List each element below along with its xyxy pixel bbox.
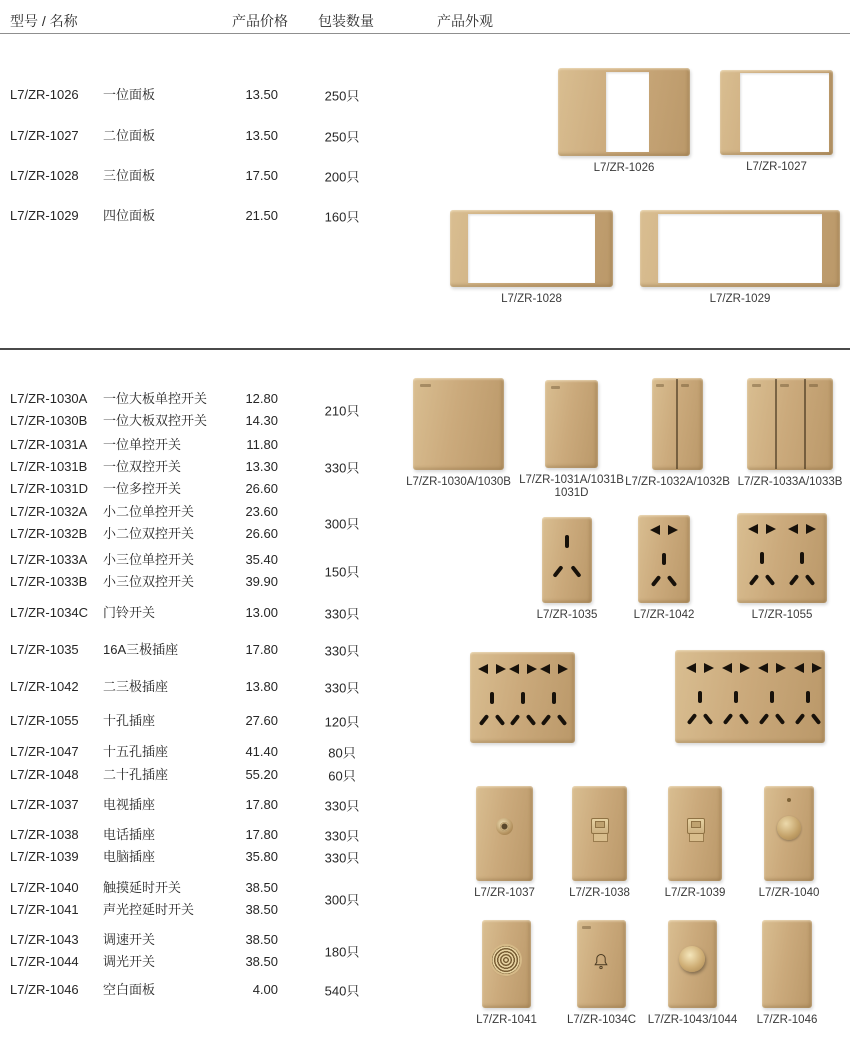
model-cell: L7/ZR-1042 [10, 679, 79, 694]
table-group [0, 549, 850, 593]
figure-caption: L7/ZR-1035 [536, 609, 598, 621]
price-cell: 23.60 [245, 504, 278, 519]
brand-mark [551, 386, 560, 389]
qty-cell: 330只 [324, 798, 360, 814]
table-row [0, 549, 850, 571]
pin-hole-icon [722, 663, 732, 673]
name-cell: 16A三极插座 [103, 642, 179, 657]
table-group [0, 846, 850, 868]
table-row [0, 166, 850, 186]
figure-caption: L7/ZR-1027 [746, 161, 807, 173]
panel-window [468, 214, 595, 283]
indicator-led-icon [787, 798, 791, 802]
panel-window [658, 214, 822, 283]
name-cell: 二十孔插座 [103, 767, 169, 782]
socket-5hole [508, 662, 538, 734]
pin-hole-icon [788, 524, 798, 534]
name-cell: 十孔插座 [103, 713, 156, 728]
figure-switch-1033 [737, 378, 843, 488]
table-group [0, 929, 850, 973]
earth-slot-icon [552, 692, 556, 704]
qty-cell: 300只 [324, 892, 360, 908]
name-cell: 调光开关 [103, 954, 156, 969]
live-slot-icon [651, 575, 662, 587]
figure-caption-line2: 1031D [554, 487, 589, 499]
header-divider [0, 33, 850, 34]
name-cell: 声光控延时开关 [103, 902, 195, 917]
table-row [0, 794, 850, 816]
name-cell: 电脑插座 [103, 849, 156, 864]
price-cell: 4.00 [252, 982, 278, 997]
socket-3pin [552, 533, 582, 585]
qty-cell: 150只 [324, 564, 360, 580]
touch-button-icon [777, 816, 801, 840]
table-row [0, 501, 850, 523]
price-cell: 38.50 [245, 880, 278, 895]
pin-hole-icon [478, 664, 488, 674]
figure-caption: L7/ZR-1028 [501, 293, 562, 305]
price-cell: 38.50 [245, 902, 278, 917]
table-group [0, 166, 850, 186]
model-cell: L7/ZR-1027 [10, 128, 79, 143]
neutral-slot-icon [765, 574, 776, 586]
earth-slot-icon [490, 692, 494, 704]
model-cell: L7/ZR-1037 [10, 797, 79, 812]
model-cell: L7/ZR-1031D [10, 481, 89, 496]
bell-icon [591, 952, 611, 977]
figure-caption: L7/ZR-1029 [709, 293, 771, 305]
figure-caption: L7/ZR-1034C [566, 1014, 637, 1026]
pin-hole-icon [668, 525, 678, 535]
neutral-slot-icon [811, 713, 822, 725]
neutral-slot-icon [557, 714, 568, 726]
model-cell: L7/ZR-1033A [10, 552, 88, 567]
price-cell: 17.80 [245, 827, 278, 842]
qty-cell: 250只 [324, 129, 360, 145]
figure-switch-1031 [519, 380, 624, 499]
figure-blank-panel-1046 [756, 920, 818, 1026]
pin-hole-icon [558, 664, 568, 674]
name-cell: 调速开关 [103, 932, 156, 947]
name-cell: 电视插座 [103, 797, 156, 812]
live-slot-icon [795, 713, 806, 725]
jack-flap-icon [689, 834, 704, 842]
qty-cell: 160只 [324, 209, 360, 225]
socket-5hole [721, 661, 751, 733]
figure-caption: L7/ZR-1040 [758, 887, 820, 899]
socket-5hole [649, 523, 679, 595]
figure-caption: L7/ZR-1037 [474, 887, 535, 899]
earth-slot-icon [521, 692, 525, 704]
socket-5hole [685, 661, 715, 733]
table-row [0, 824, 850, 846]
table-row [0, 602, 850, 624]
table-row [0, 846, 850, 868]
model-cell: L7/ZR-1048 [10, 767, 79, 782]
neutral-slot-icon [805, 574, 816, 586]
price-cell: 11.80 [246, 437, 278, 452]
earth-slot-icon [760, 552, 764, 564]
brand-mark [420, 384, 431, 387]
figure-panel-1028 [450, 210, 613, 305]
table-row [0, 979, 850, 1001]
live-slot-icon [789, 574, 800, 586]
pin-hole-icon [540, 664, 550, 674]
name-cell: 空白面板 [103, 982, 156, 997]
qty-cell: 330只 [324, 850, 360, 866]
name-cell: 四位面板 [103, 208, 156, 223]
price-cell: 35.40 [245, 552, 278, 567]
price-cell: 27.60 [245, 713, 278, 728]
price-cell: 21.50 [245, 208, 278, 223]
pin-hole-icon [758, 663, 768, 673]
neutral-slot-icon [775, 713, 786, 725]
pin-hole-icon [794, 663, 804, 673]
price-cell: 13.00 [245, 605, 278, 620]
name-cell: 十五孔插座 [103, 744, 169, 759]
figure-dimmer-switch-1043 [647, 920, 738, 1026]
table-group [0, 824, 850, 846]
pin-hole-icon [496, 664, 506, 674]
qty-cell: 60只 [328, 768, 356, 784]
live-slot-icon [749, 574, 760, 586]
brand-mark [582, 926, 591, 929]
model-cell: L7/ZR-1029 [10, 208, 79, 223]
pin-hole-icon [527, 664, 537, 674]
socket-5hole [539, 662, 569, 734]
socket-5hole [787, 522, 817, 594]
name-cell: 一位双控开关 [103, 459, 182, 474]
rotary-knob-icon [679, 946, 705, 972]
price-cell: 26.60 [245, 526, 278, 541]
qty-cell: 180只 [324, 944, 360, 960]
pin-hole-icon [806, 524, 816, 534]
model-cell: L7/ZR-1040 [10, 880, 79, 895]
figure-socket-1047 [470, 652, 575, 743]
table-group [0, 794, 850, 816]
earth-slot-icon [734, 691, 738, 703]
price-cell: 41.40 [245, 744, 278, 759]
socket-5hole [747, 522, 777, 594]
brand-mark [752, 384, 761, 387]
brand-mark [656, 384, 664, 387]
rj-jack-icon [687, 818, 705, 834]
live-slot-icon [723, 713, 734, 725]
price-cell: 17.50 [245, 168, 278, 183]
price-cell: 26.60 [245, 481, 278, 496]
model-cell: L7/ZR-1032B [10, 526, 88, 541]
name-cell: 小三位双控开关 [103, 574, 195, 589]
name-cell: 一位面板 [103, 87, 156, 102]
figure-doorbell-switch-1034 [566, 920, 637, 1026]
pin-hole-icon [509, 664, 519, 674]
table-row [0, 899, 850, 921]
neutral-slot-icon [495, 714, 506, 726]
price-cell: 14.30 [245, 413, 278, 428]
table-group [0, 877, 850, 921]
name-cell: 三位面板 [103, 168, 156, 183]
live-slot-icon [759, 713, 770, 725]
qty-cell: 120只 [324, 714, 360, 730]
price-cell: 12.80 [245, 391, 278, 406]
column-header-qty: 包装数量 [318, 13, 374, 29]
gang-divider [804, 379, 806, 469]
model-cell: L7/ZR-1026 [10, 87, 79, 102]
live-slot-icon [541, 714, 552, 726]
model-cell: L7/ZR-1035 [10, 642, 79, 657]
figure-panel-1026 [558, 68, 690, 174]
qty-cell: 80只 [328, 745, 356, 761]
name-cell: 小三位单控开关 [103, 552, 195, 567]
qty-cell: 300只 [324, 516, 360, 532]
neutral-slot-icon [570, 565, 581, 578]
earth-slot-icon [698, 691, 702, 703]
table-row [0, 523, 850, 545]
socket-5hole [793, 661, 823, 733]
table-row [0, 764, 850, 786]
section-divider [0, 348, 850, 350]
brand-mark [809, 384, 818, 387]
model-cell: L7/ZR-1030A [10, 391, 88, 406]
pin-hole-icon [704, 663, 714, 673]
qty-cell: 330只 [324, 460, 360, 476]
qty-cell: 540只 [324, 983, 360, 999]
price-cell: 38.50 [245, 932, 278, 947]
price-cell: 13.50 [245, 128, 278, 143]
figure-caption: L7/ZR-1026 [593, 162, 655, 174]
qty-cell: 200只 [324, 169, 360, 185]
price-cell: 38.50 [245, 954, 278, 969]
model-cell: L7/ZR-1055 [10, 713, 79, 728]
model-cell: L7/ZR-1033B [10, 574, 88, 589]
earth-slot-icon [662, 553, 666, 565]
model-cell: L7/ZR-1039 [10, 849, 79, 864]
table-group [0, 741, 850, 763]
qty-cell: 330只 [324, 606, 360, 622]
name-cell: 触摸延时开关 [103, 880, 182, 895]
figure-panel-1027 [720, 70, 833, 173]
figure-caption: L7/ZR-1038 [569, 887, 630, 899]
pin-hole-icon [776, 663, 786, 673]
figure-caption: L7/ZR-1046 [756, 1014, 818, 1026]
name-cell: 二三极插座 [103, 679, 169, 694]
price-cell: 35.80 [245, 849, 278, 864]
brand-mark [780, 384, 789, 387]
live-slot-icon [687, 713, 698, 725]
figure-panel-1029 [640, 210, 840, 305]
pin-hole-icon [748, 524, 758, 534]
figure-socket-1042 [633, 515, 695, 621]
figure-sound-light-switch-1041 [476, 920, 537, 1026]
brand-mark [681, 384, 689, 387]
price-cell: 55.20 [245, 767, 278, 782]
live-slot-icon [510, 714, 521, 726]
model-cell: L7/ZR-1030B [10, 413, 88, 428]
price-cell: 13.30 [245, 459, 278, 474]
qty-cell: 330只 [324, 643, 360, 659]
figure-switch-1030 [406, 378, 511, 488]
model-cell: L7/ZR-1031A [10, 437, 88, 452]
figure-caption: L7/ZR-1039 [664, 887, 726, 899]
figure-tv-socket-1037 [474, 786, 535, 899]
sensor-grille-icon [492, 946, 520, 974]
model-cell: L7/ZR-1041 [10, 902, 79, 917]
figure-switch-1032 [625, 378, 730, 488]
figure-caption: L7/ZR-1043/1044 [647, 1014, 738, 1026]
price-cell: 39.90 [245, 574, 278, 589]
model-cell: L7/ZR-1046 [10, 982, 79, 997]
gang-divider [676, 379, 678, 469]
earth-slot-icon [806, 691, 810, 703]
gang-divider [775, 379, 777, 469]
price-cell: 17.80 [245, 797, 278, 812]
jack-flap-icon [593, 834, 608, 842]
model-cell: L7/ZR-1044 [10, 954, 79, 969]
figure-caption: L7/ZR-1041 [476, 1014, 537, 1026]
pin-hole-icon [740, 663, 750, 673]
qty-cell: 330只 [324, 828, 360, 844]
figure-caption: L7/ZR-1032A/1032B [625, 476, 730, 488]
name-cell: 小二位单控开关 [103, 504, 195, 519]
neutral-slot-icon [526, 714, 537, 726]
table-group [0, 602, 850, 624]
table-group [0, 979, 850, 1001]
pin-hole-icon [812, 663, 822, 673]
neutral-slot-icon [739, 713, 750, 725]
table-group [0, 501, 850, 545]
name-cell: 一位大板单控开关 [103, 391, 208, 406]
figure-socket-1035 [536, 517, 598, 621]
name-cell: 一位大板双控开关 [103, 413, 208, 428]
figure-computer-socket-1039 [664, 786, 726, 899]
name-cell: 二位面板 [103, 128, 156, 143]
name-cell: 小二位双控开关 [103, 526, 195, 541]
figure-caption: L7/ZR-1031A/1031B [519, 474, 624, 486]
table-group [0, 764, 850, 786]
column-header-model: 型号 / 名称 [10, 13, 78, 29]
figure-caption: L7/ZR-1042 [633, 609, 695, 621]
name-cell: 一位多控开关 [103, 481, 182, 496]
table-row [0, 571, 850, 593]
rj-jack-icon [591, 818, 609, 834]
figure-socket-1055 [737, 513, 827, 621]
pin-hole-icon [766, 524, 776, 534]
figure-phone-socket-1038 [569, 786, 630, 899]
socket-5hole [477, 662, 507, 734]
name-cell: 一位单控开关 [103, 437, 182, 452]
price-cell: 13.80 [245, 679, 278, 694]
qty-cell: 250只 [324, 88, 360, 104]
model-cell: L7/ZR-1034C [10, 605, 89, 620]
model-cell: L7/ZR-1047 [10, 744, 79, 759]
name-cell: 电话插座 [103, 827, 156, 842]
price-cell: 17.80 [245, 642, 278, 657]
pin-hole-icon [650, 525, 660, 535]
model-cell: L7/ZR-1031B [10, 459, 88, 474]
model-cell: L7/ZR-1028 [10, 168, 79, 183]
panel-window [606, 72, 649, 152]
price-cell: 13.50 [245, 87, 278, 102]
qty-cell: 330只 [324, 680, 360, 696]
figure-touch-switch-1040 [758, 786, 820, 899]
column-header-appearance: 产品外观 [437, 13, 493, 29]
earth-slot-icon [800, 552, 804, 564]
figure-caption: L7/ZR-1033A/1033B [737, 476, 843, 488]
model-cell: L7/ZR-1043 [10, 932, 79, 947]
model-cell: L7/ZR-1038 [10, 827, 79, 842]
live-slot-icon [479, 714, 490, 726]
coax-connector-icon [496, 818, 513, 835]
live-slot-icon [552, 565, 563, 578]
qty-cell: 210只 [324, 403, 360, 419]
neutral-slot-icon [703, 713, 714, 725]
figure-caption: L7/ZR-1055 [751, 609, 813, 621]
figure-socket-1048 [675, 650, 825, 743]
pin-hole-icon [686, 663, 696, 673]
table-row [0, 929, 850, 951]
neutral-slot-icon [667, 575, 678, 587]
table-row [0, 951, 850, 973]
name-cell: 门铃开关 [103, 605, 156, 620]
table-row [0, 741, 850, 763]
model-cell: L7/ZR-1032A [10, 504, 88, 519]
earth-slot-icon [565, 535, 569, 548]
earth-slot-icon [770, 691, 774, 703]
figure-caption: L7/ZR-1030A/1030B [406, 476, 511, 488]
socket-5hole [757, 661, 787, 733]
panel-window [740, 73, 829, 152]
column-header-price: 产品价格 [232, 13, 288, 29]
